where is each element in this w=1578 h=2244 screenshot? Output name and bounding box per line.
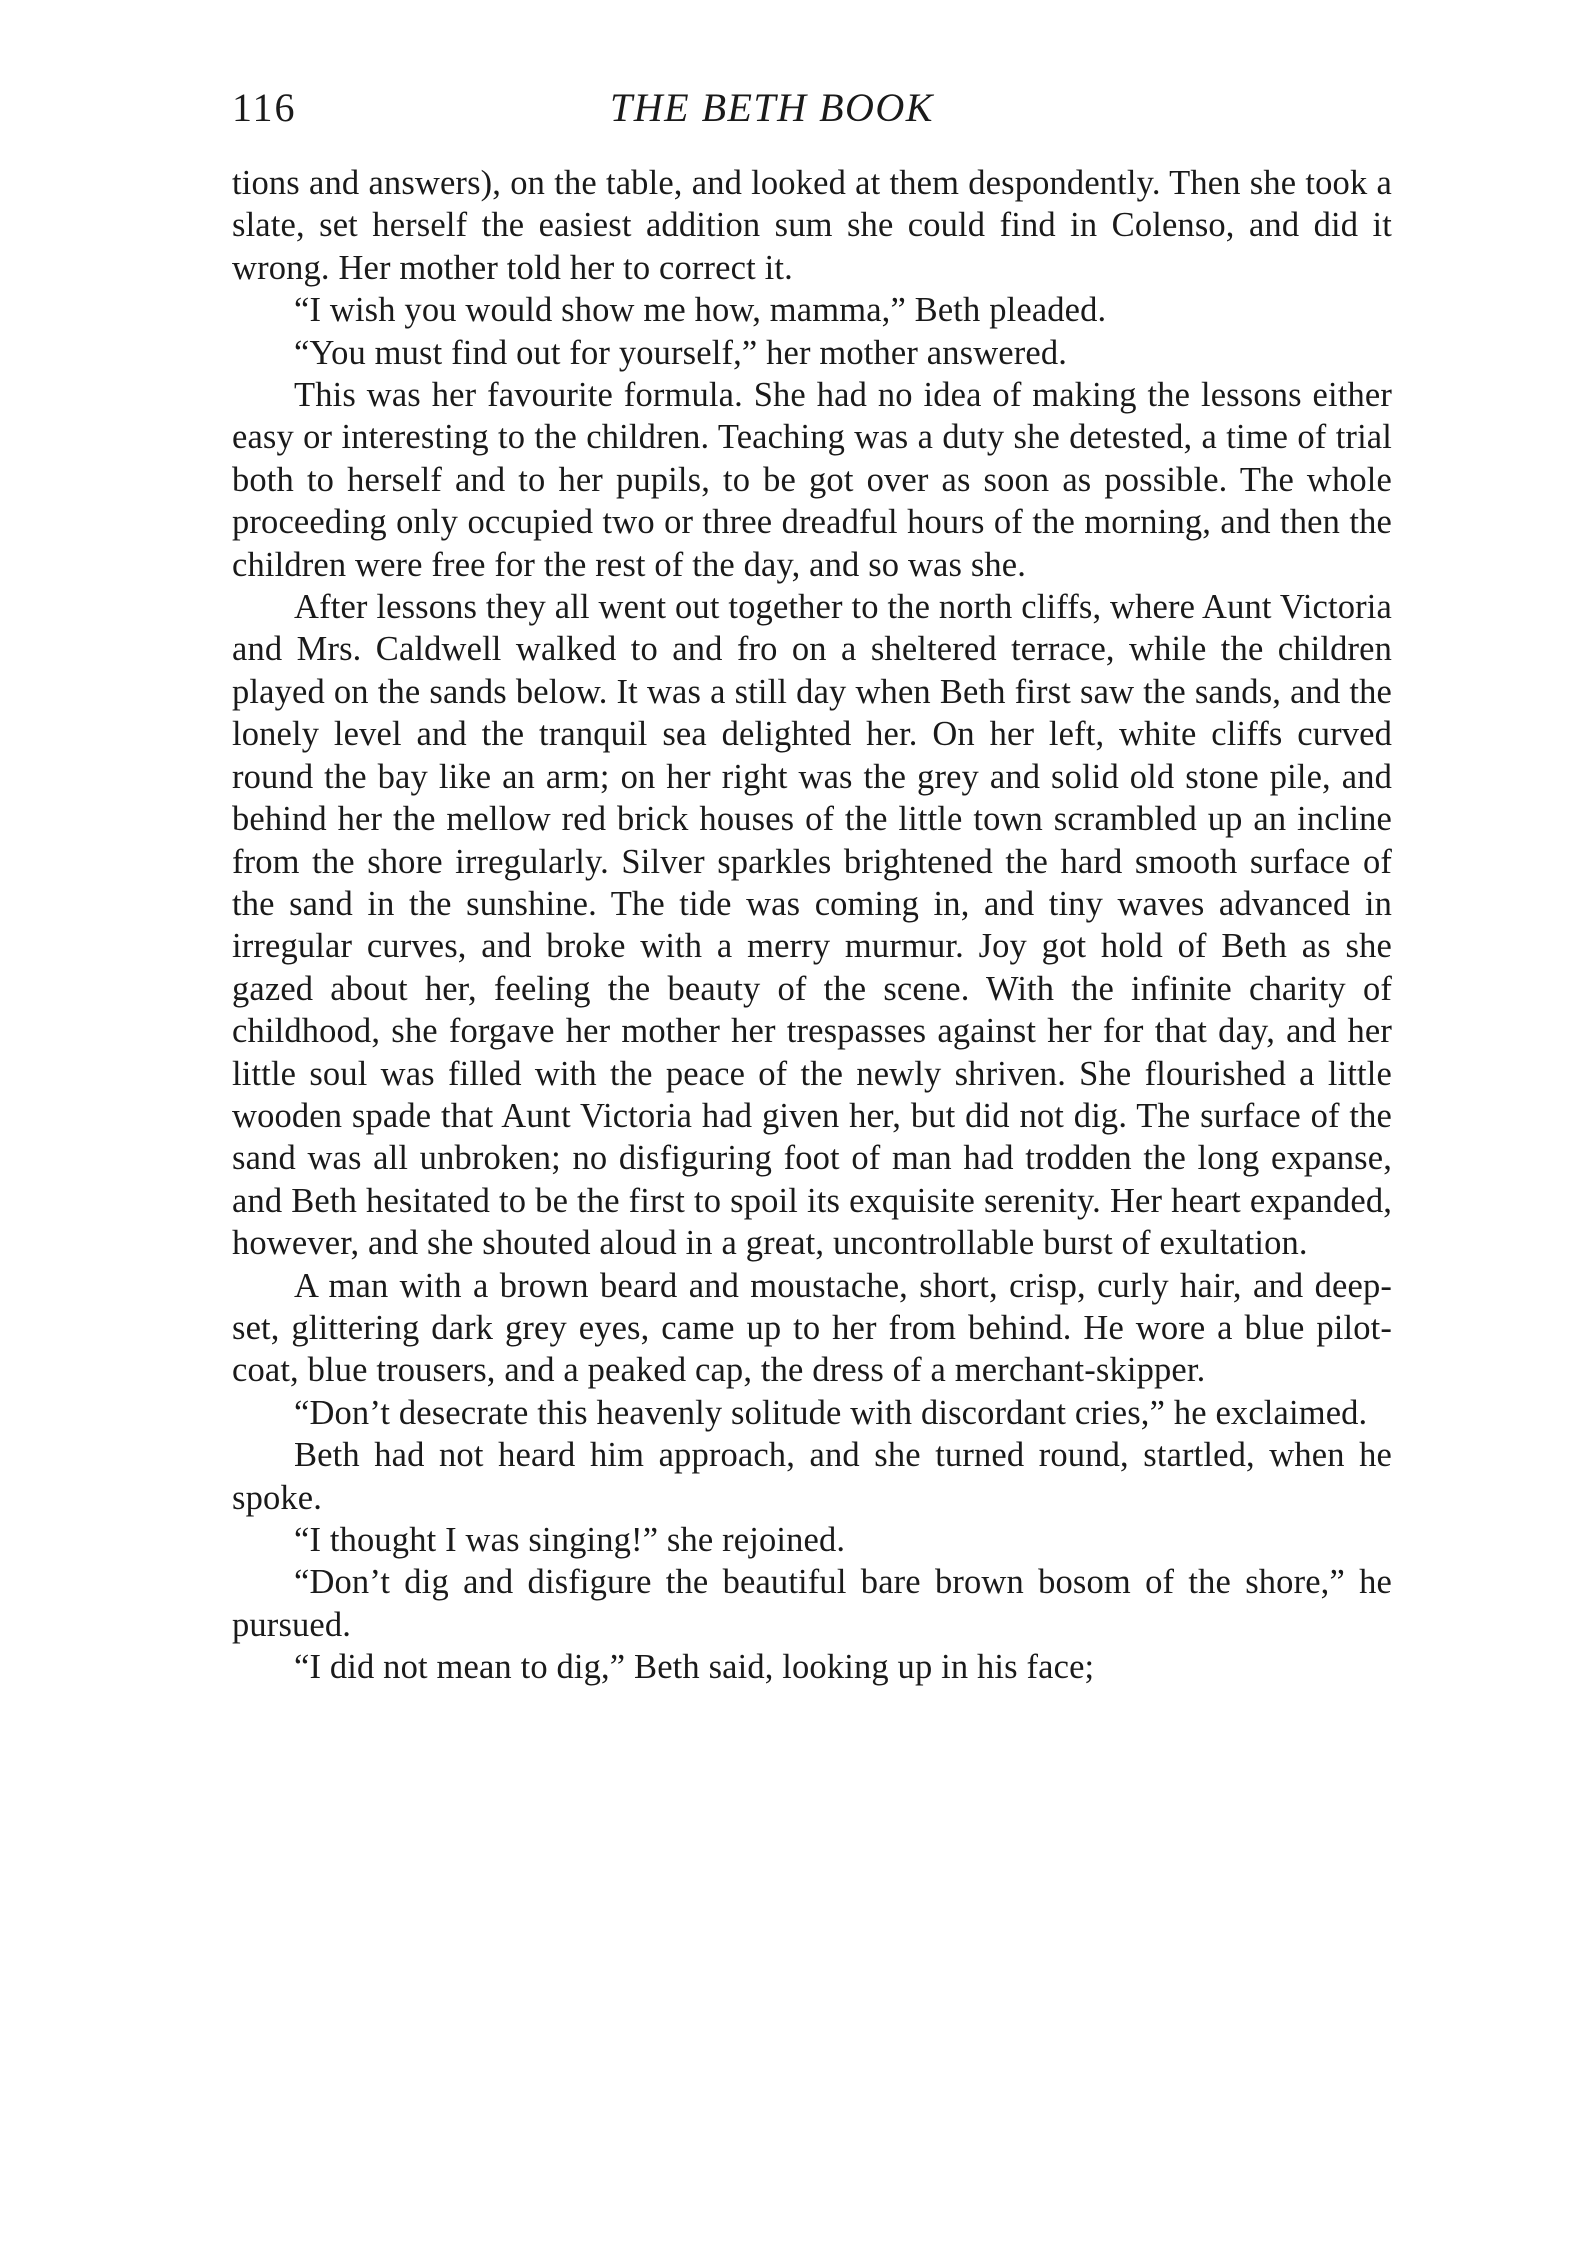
body-text xyxy=(232,162,1392,1689)
paragraph: This was her favourite formula. She had no idea of making the lessons either easy or interesting to the children. Teaching was a duty she detested, a time of trial both to herself and to her pupils, to be got over as soon as possible. The whole proceeding only occupied two or three dreadful hours of the morning, and then the children were free for the rest of the day, and so was she. xyxy=(232,376,1392,584)
paragraph-dialogue: “I wish you would show me how, mamma,” Beth pleaded. xyxy=(294,291,1107,330)
paragraph-dialogue: “I thought I was singing!” she rejoined. xyxy=(294,1521,846,1559)
paragraph-dialogue: “You must find out for yourself,” her mother answered. xyxy=(294,333,1068,372)
page-number: 116 xyxy=(232,85,297,130)
paragraph-dialogue: “Don’t desecrate this heavenly solitude with discordant cries,” he exclaimed. xyxy=(294,1393,1368,1432)
paragraph: A man with a brown beard and moustache, short, crisp, curly hair, and deep-set, glittering dark grey eyes, came up to her from behind. He wore a blue pilot-coat, blue trousers, and a peaked cap, the dress of a merchant-skipper. xyxy=(232,1266,1392,1390)
paragraph: After lessons they all went out together to the north cliffs, where Aunt Victoria and Mrs. Caldwell walked to and fro on a sheltered terrace, while the children played on the sands below. It was a still day when Beth first saw the sands, and the lonely level and the tranquil sea delighted her. On her left, white cliffs curved round the bay like an arm; on her right was the grey and solid old stone pile, and behind her the mellow red brick houses of the little town scrambled up an incline from the shore irregularly. Silver sparkles brightened the hard smooth surface of the sand in the sunshine. The tide was coming in, and tiny waves advanced in irregular curves, and broke with a merry murmur. Joy got hold of Beth as she gazed about her, feeling the beauty of the scene. With the infinite charity of childhood, she forgave her mother her trespasses against her for that day, and her little soul was filled with the peace of the newly shriven. She flourished a little wooden spade that Aunt Victoria had given her, but did not dig. The surface of the sand was all unbroken; no disfiguring foot of man had trodden the long expanse, and Beth hesitated to be the first to spoil its exquisite serenity. Her heart expanded, however, and she shouted aloud in a great, uncontrollable burst of exultation. xyxy=(232,588,1392,1263)
page-header xyxy=(232,84,1392,144)
paragraph-dialogue: “Don’t dig and disfigure the beautiful bare brown bosom of the shore,” he pursued. xyxy=(232,1563,1392,1644)
paragraph-dialogue: “I did not mean to dig,” Beth said, looking up in his face; xyxy=(294,1648,1095,1687)
paragraph: Beth had not heard him approach, and she turned round, startled, when he spoke. xyxy=(232,1436,1392,1517)
paragraph-continuation: tions and answers), on the table, and looked at them despondently. Then she took a slate, set herself the easiest addition sum she could find in Colenso, and did it wrong. Her mother told her to correct it. xyxy=(232,164,1392,287)
running-title: THE BETH BOOK xyxy=(610,85,934,130)
